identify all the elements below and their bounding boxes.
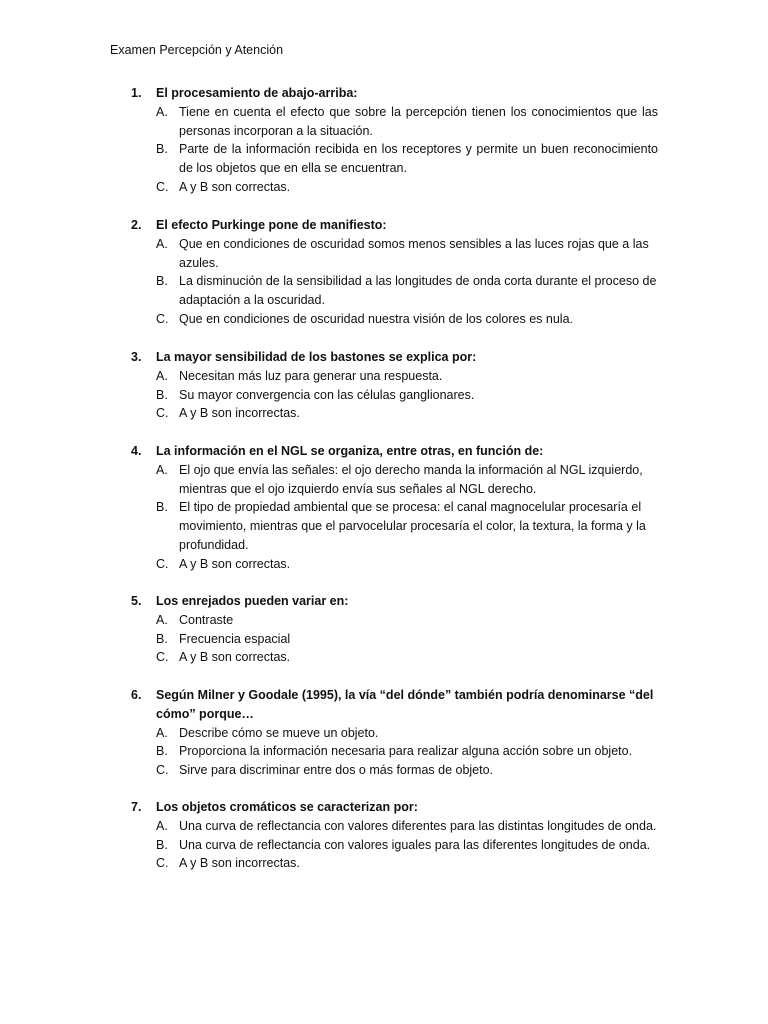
question-heading	[131, 442, 658, 461]
answer-option-a	[156, 461, 658, 499]
option-text: A y B son incorrectas.	[179, 406, 300, 421]
answer-option-b	[156, 272, 658, 310]
option-text: Una curva de reflectancia con valores diferentes para las distintas longitudes de onda.	[179, 818, 657, 833]
option-text: Contraste	[179, 612, 234, 627]
option-letter: C.	[156, 856, 169, 871]
answer-option-a	[156, 724, 658, 743]
option-text: Parte de la información recibida en los receptores y permite un buen reconocimiento de los objetos que en ella se encuentran.	[179, 142, 658, 176]
answer-option-c	[156, 178, 658, 197]
question-4	[131, 442, 658, 574]
question-heading	[131, 592, 658, 611]
question-number: 7.	[131, 800, 142, 814]
question-1	[131, 84, 658, 197]
option-text: Sirve para discriminar entre dos o más formas de objeto.	[179, 763, 494, 778]
question-number: 4.	[131, 444, 142, 458]
answer-options	[131, 235, 658, 329]
option-text: Su mayor convergencia con las células ganglionares.	[179, 387, 475, 402]
option-letter: B.	[156, 744, 168, 759]
question-text: Según Milner y Goodale (1995), la vía “del dónde” también podría denominarse “del cómo” porque…	[156, 688, 654, 721]
option-text: Necesitan más luz para generar una respuesta.	[179, 368, 443, 383]
question-text: El procesamiento de abajo-arriba:	[156, 86, 358, 100]
option-letter: C.	[156, 556, 169, 571]
answer-options	[131, 724, 658, 780]
answer-option-c	[156, 648, 658, 667]
question-3	[131, 348, 658, 423]
option-text: Tiene en cuenta el efecto que sobre la percepción tienen los conocimientos que las personas incorporan a la situación.	[179, 104, 658, 138]
answer-options	[131, 367, 658, 423]
question-number: 6.	[131, 688, 142, 702]
option-letter: A.	[156, 612, 168, 627]
option-text: A y B son incorrectas.	[179, 856, 300, 871]
question-text: La información en el NGL se organiza, entre otras, en función de:	[156, 444, 544, 458]
answer-options	[131, 817, 658, 873]
option-text: Frecuencia espacial	[179, 631, 291, 646]
answer-option-c	[156, 854, 658, 873]
option-letter: B.	[156, 500, 168, 515]
option-letter: A.	[156, 818, 168, 833]
option-letter: A.	[156, 368, 168, 383]
answer-option-b	[156, 630, 658, 649]
answer-option-a	[156, 611, 658, 630]
question-text: El efecto Purkinge pone de manifiesto:	[156, 218, 387, 232]
question-heading	[131, 216, 658, 235]
option-text: Que en condiciones de oscuridad somos menos sensibles a las luces rojas que a las azules.	[179, 236, 649, 270]
document-title: Examen Percepción y Atención	[110, 43, 284, 57]
question-heading	[131, 84, 658, 103]
question-heading	[131, 348, 658, 367]
option-letter: C.	[156, 650, 169, 665]
question-heading	[131, 798, 658, 817]
question-number: 3.	[131, 350, 142, 364]
option-text: Proporciona la información necesaria para realizar alguna acción sobre un objeto.	[179, 744, 633, 759]
answer-option-c	[156, 310, 658, 329]
question-7	[131, 798, 658, 873]
question-text: La mayor sensibilidad de los bastones se explica por:	[156, 350, 477, 364]
option-letter: C.	[156, 179, 169, 194]
question-number: 2.	[131, 218, 142, 232]
question-heading	[131, 686, 658, 724]
question-5	[131, 592, 658, 667]
option-letter: A.	[156, 462, 168, 477]
answer-option-a	[156, 235, 658, 273]
answer-options	[131, 611, 658, 667]
question-6	[131, 686, 658, 780]
answer-option-b	[156, 140, 658, 178]
option-text: A y B son correctas.	[179, 650, 291, 665]
answer-option-c	[156, 761, 658, 780]
option-letter: C.	[156, 406, 169, 421]
answer-option-b	[156, 836, 658, 855]
answer-option-c	[156, 404, 658, 423]
option-letter: A.	[156, 104, 168, 119]
answer-options	[131, 461, 658, 574]
answer-option-a	[156, 817, 658, 836]
option-letter: A.	[156, 725, 168, 740]
answer-option-a	[156, 367, 658, 386]
answer-option-c	[156, 555, 658, 574]
question-number: 1.	[131, 86, 142, 100]
option-letter: A.	[156, 236, 168, 251]
option-letter: B.	[156, 387, 168, 402]
option-text: El ojo que envía las señales: el ojo derecho manda la información al NGL izquierdo, mientras que el ojo izquierdo envía sus señales al NGL derecho.	[179, 462, 643, 496]
answer-options	[131, 103, 658, 197]
option-text: El tipo de propiedad ambiental que se procesa: el canal magnocelular procesaría el movimiento, mientras que el parvocelular procesaría el color, la textura, la forma y la profundidad.	[179, 500, 646, 552]
option-text: Describe cómo se mueve un objeto.	[179, 725, 379, 740]
option-text: Que en condiciones de oscuridad nuestra visión de los colores es nula.	[179, 311, 573, 326]
question-2	[131, 216, 658, 329]
option-text: Una curva de reflectancia con valores iguales para las diferentes longitudes de onda.	[179, 837, 651, 852]
question-number: 5.	[131, 594, 142, 608]
option-letter: B.	[156, 142, 168, 157]
option-text: A y B son correctas.	[179, 556, 291, 571]
option-letter: B.	[156, 837, 168, 852]
question-text: Los objetos cromáticos se caracterizan por:	[156, 800, 418, 814]
question-text: Los enrejados pueden variar en:	[156, 594, 349, 608]
answer-option-b	[156, 386, 658, 405]
option-letter: B.	[156, 274, 168, 289]
answer-option-b	[156, 498, 658, 554]
option-letter: B.	[156, 631, 168, 646]
option-text: A y B son correctas.	[179, 179, 291, 194]
option-text: La disminución de la sensibilidad a las longitudes de onda corta durante el proceso de adaptación a la oscuridad.	[179, 274, 657, 308]
option-letter: C.	[156, 311, 169, 326]
answer-option-a	[156, 103, 658, 141]
answer-option-b	[156, 742, 658, 761]
option-letter: C.	[156, 763, 169, 778]
